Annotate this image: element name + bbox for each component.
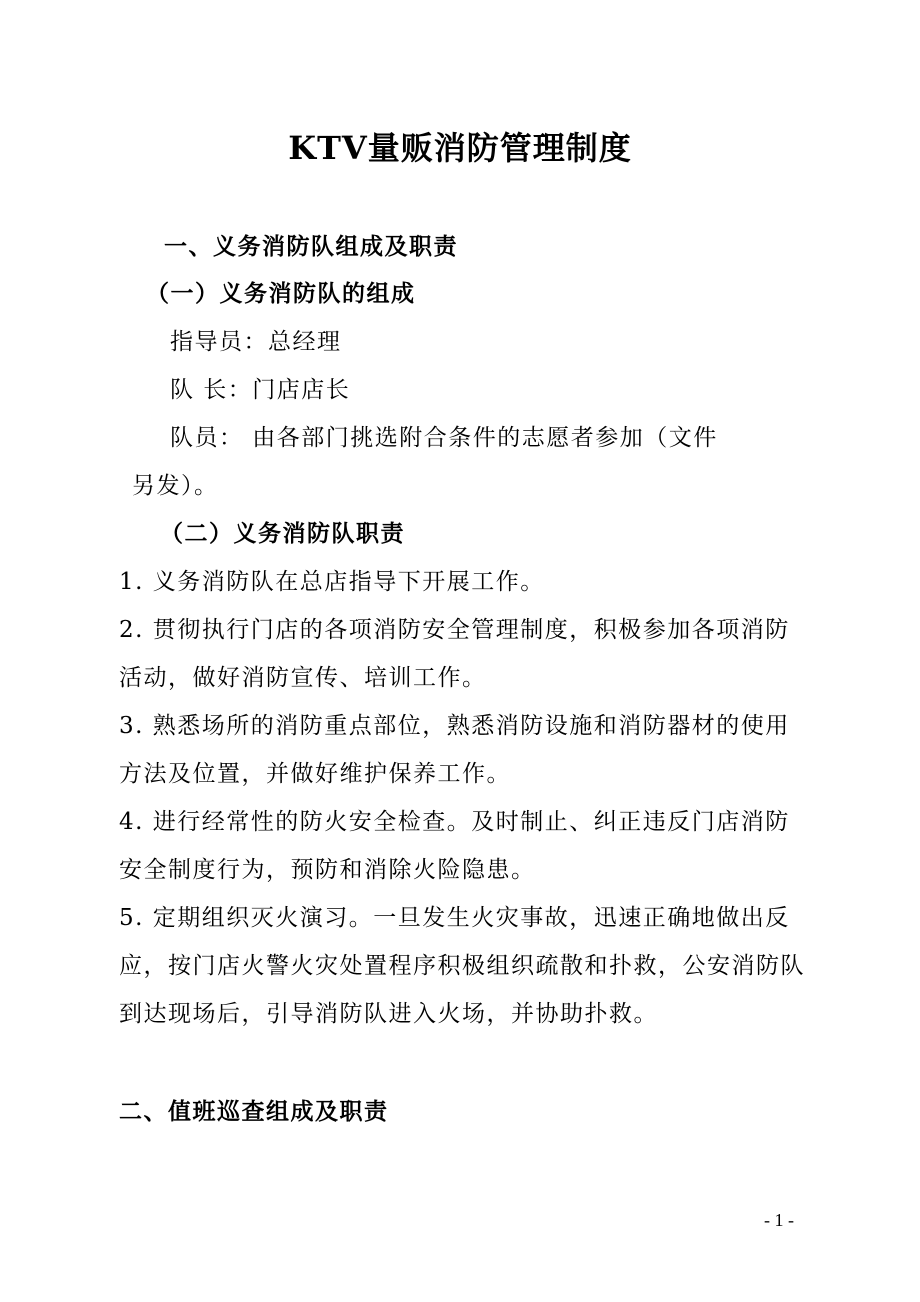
section-1-heading: 一、义务消防队组成及职责 bbox=[164, 233, 458, 260]
members-line-continued: 另发）。 bbox=[132, 473, 219, 499]
duty-item-3-continued: 方法及位置，并做好维护保养工作。 bbox=[119, 761, 511, 787]
duty-item-3: 3. 熟悉场所的消防重点部位，熟悉消防设施和消防器材的使用 bbox=[119, 713, 790, 739]
members-line: 队员： 由各部门挑选附合条件的志愿者参加（文件 bbox=[170, 425, 718, 451]
duty-item-4: 4. 进行经常性的防火安全检查。及时制止、纠正违反门店消防 bbox=[119, 809, 790, 835]
duty-item-5-continued: 应，按门店火警火灾处置程序积极组织疏散和扑救，公安消防队 bbox=[119, 953, 805, 979]
duty-item-5-continued-2: 到达现场后，引导消防队进入火场，并协助扑救。 bbox=[119, 1001, 658, 1027]
section-2-heading: 二、值班巡查组成及职责 bbox=[119, 1098, 389, 1125]
duty-item-1: 1. 义务消防队在总店指导下开展工作。 bbox=[119, 569, 545, 595]
subsection-2-heading: （二）义务消防队职责 bbox=[160, 520, 405, 547]
captain-line: 队 长：门店店长 bbox=[170, 377, 351, 403]
duty-item-4-continued: 安全制度行为，预防和消除火险隐患。 bbox=[119, 857, 536, 883]
subsection-1-heading: （一）义务消防队的组成 bbox=[146, 280, 416, 307]
instructor-line: 指导员：总经理 bbox=[170, 329, 342, 355]
page-number: - 1 - bbox=[764, 1210, 794, 1230]
document-title: KTV量贩消防管理制度 bbox=[288, 129, 632, 167]
duty-item-2: 2. 贯彻执行门店的各项消防安全管理制度，积极参加各项消防 bbox=[119, 617, 790, 643]
duty-item-5: 5. 定期组织灭火演习。一旦发生火灾事故，迅速正确地做出反 bbox=[119, 905, 790, 931]
duty-item-2-continued: 活动，做好消防宣传、培训工作。 bbox=[119, 665, 487, 691]
